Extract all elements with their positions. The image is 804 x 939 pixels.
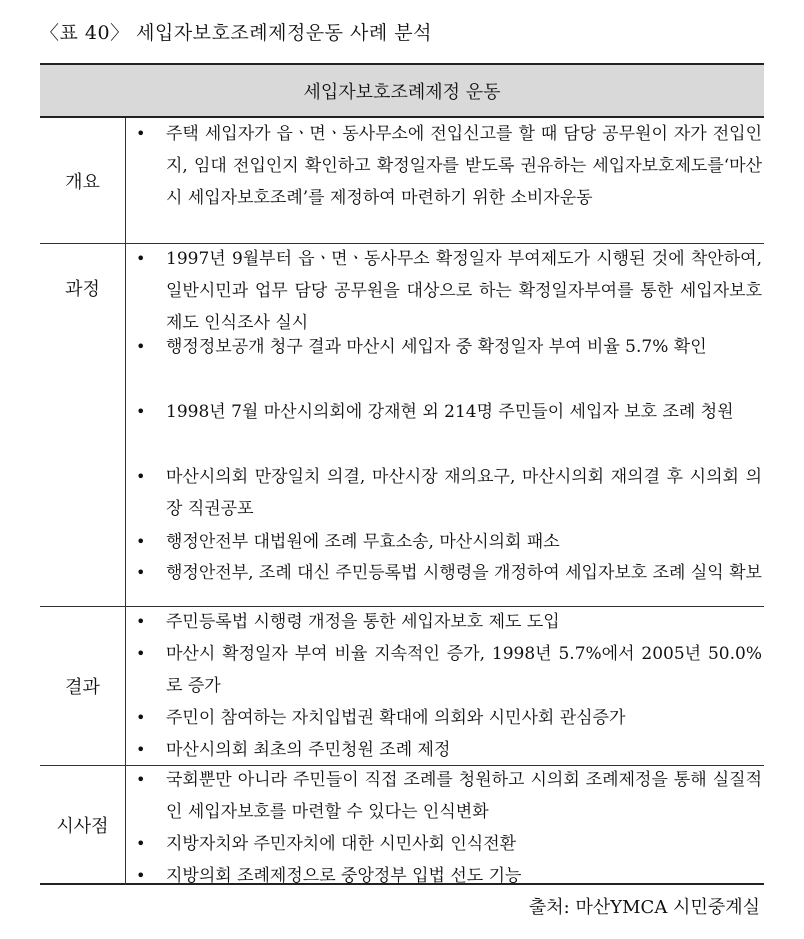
- source-note: 출처: 마산YMCA 시민중계실: [528, 897, 760, 918]
- row-label-implications: 시사점: [56, 816, 109, 837]
- bullet-icon: •: [136, 708, 146, 727]
- list-item: 주민등록법 시행령 개정을 통한 세입자보호 제도 도입: [166, 612, 560, 632]
- bullet-icon: •: [136, 532, 146, 551]
- case-analysis-table: [40, 63, 764, 885]
- bullet-icon: •: [136, 402, 146, 421]
- list-item: 행정정보공개 청구 결과 마산시 세입자 중 확정일자 부여 비율 5.7% 확인: [166, 337, 707, 357]
- list-item: 지방의회 조례제정으로 중앙정부 입법 선도 기능: [166, 866, 522, 886]
- list-item: 마산시의회 만장일치 의결, 마산시장 재의요구, 마산시의회 재의결 후 시의회 의장 직권공포: [166, 467, 762, 519]
- bullet-icon: •: [136, 644, 146, 663]
- bullet-icon: •: [136, 249, 146, 268]
- bullet-icon: •: [136, 866, 146, 885]
- list-item: 행정안전부, 조례 대신 주민등록법 시행령을 개정하여 세입자보호 조례 실익 확보: [166, 563, 762, 583]
- list-item: 국회뿐만 아니라 주민들이 직접 조례를 청원하고 시의회 조례제정을 통해 실질적인 세입자보호를 마련할 수 있다는 인식변화: [166, 770, 762, 822]
- bullet-icon: •: [136, 834, 146, 853]
- list-item: 1998년 7월 마산시의회에 강재현 외 214명 주민들이 세입자 보호 조례 청원: [166, 402, 734, 422]
- bullet-icon: •: [136, 612, 146, 631]
- list-item: 행정안전부 대법원에 조례 무효소송, 마산시의회 패소: [166, 532, 560, 552]
- list-item: 마산시의회 최초의 주민청원 조례 제정: [166, 740, 451, 760]
- table-header: 세입자보호조례제정 운동: [40, 65, 764, 118]
- bullet-icon: •: [136, 563, 146, 582]
- row-label-result: 결과: [65, 676, 100, 698]
- list-item: 1997년 9월부터 읍ㆍ면ㆍ동사무소 확정일자 부여제도가 시행된 것에 착안하여, 일반시민과 업무 담당 공무원을 대상으로 하는 확정일자부여를 통한 세입자보호 제도 인식조사 실시: [166, 249, 762, 333]
- list-item: 지방자치와 주민자치에 대한 시민사회 인식전환: [166, 834, 517, 854]
- row-label-process: 과정: [65, 279, 100, 300]
- bullet-icon: •: [136, 770, 146, 789]
- bullet-icon: •: [136, 467, 146, 486]
- list-item: 마산시 확정일자 부여 비율 지속적인 증가, 1998년 5.7%에서 2005년 50.0%로 증가: [166, 644, 762, 696]
- bullet-icon: •: [136, 337, 146, 356]
- bullet-icon: •: [136, 740, 146, 759]
- list-item: 주민이 참여하는 자치입법권 확대에 의회와 시민사회 관심증가: [166, 708, 626, 728]
- column-divider: [125, 118, 126, 885]
- row-label-overview: 개요: [65, 171, 100, 193]
- bullet-icon: •: [136, 124, 146, 143]
- table-caption: 〈표 40〉 세입자보호조례제정운동 사례 분석: [40, 22, 432, 44]
- list-item: 주택 세입자가 읍ㆍ면ㆍ동사무소에 전입신고를 할 때 담당 공무원이 자가 전입인지, 임대 전입인지 확인하고 확정일자를 받도록 권유하는 세입자보호제도를‘마산시 세입자보호조례’를 제정하여 마련하기 위한 소비자운동: [166, 124, 762, 208]
